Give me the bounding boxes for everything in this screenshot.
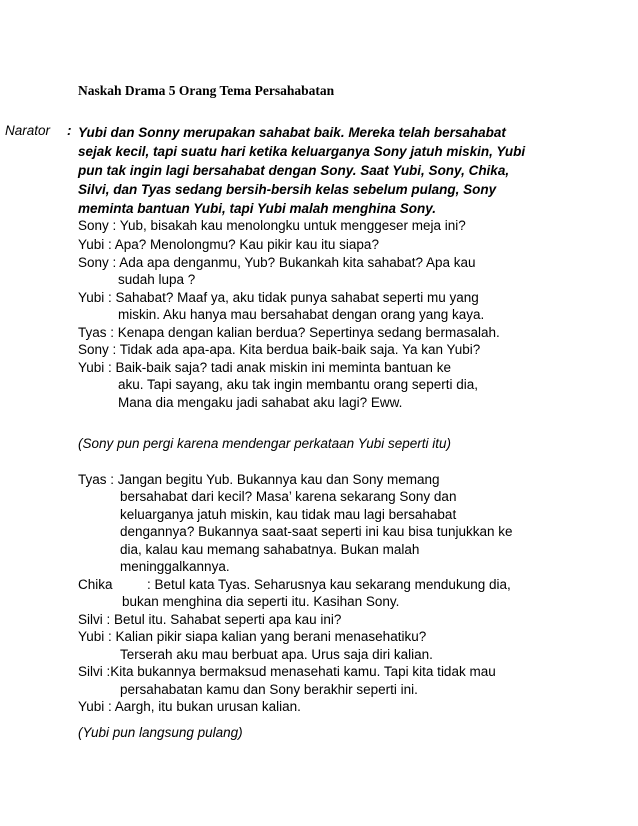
document-title: Naskah Drama 5 Orang Tema Persahabatan xyxy=(78,83,335,98)
dialogue-line: Tyas : Kenapa dengan kalian berdua? Sepertinya sedang bermasalah. xyxy=(78,325,500,340)
dialogue-line: bukan menghina dia seperti itu. Kasihan Sony. xyxy=(122,594,400,609)
dialogue-line: bersahabat dari kecil? Masa’ karena sekarang Sony dan xyxy=(120,489,457,504)
dialogue-line: Terserah aku mau berbuat apa. Urus saja diri kalian. xyxy=(120,647,433,662)
dialogue-line: keluarganya jatuh miskin, kau tidak mau lagi bersahabat xyxy=(120,507,457,522)
dialogue-line: sudah lupa ? xyxy=(118,272,196,287)
dialogue-line: Yubi : Kalian pikir siapa kalian yang berani menasehatiku? xyxy=(78,629,427,644)
narrator-line: sejak kecil, tapi suatu hari ketika keluarganya Sony jatuh miskin, Yubi xyxy=(78,144,526,159)
stage-direction-2: (Yubi pun langsung pulang) xyxy=(78,725,243,740)
dialogue-line: Mana dia mengaku jadi sahabat aku lagi? Eww. xyxy=(118,395,403,410)
dialogue-line: Sony : Yub, bisakah kau menolongku untuk menggeser meja ini? xyxy=(78,218,466,233)
dialogue-line: dia, kalau kau memang sahabatnya. Bukan malah xyxy=(120,542,420,557)
narrator-line: Yubi dan Sonny merupakan sahabat baik. Mereka telah bersahabat xyxy=(78,125,506,140)
dialogue-line: : Betul kata Tyas. Seharusnya kau sekarang mendukung dia, xyxy=(147,577,511,592)
stage-direction-1: (Sony pun pergi karena mendengar perkataan Yubi seperti itu) xyxy=(78,436,451,451)
dialogue-line: Yubi : Apa? Menolongmu? Kau pikir kau itu siapa? xyxy=(78,237,379,252)
dialogue-line: Yubi : Sahabat? Maaf ya, aku tidak punya sahabat seperti mu yang xyxy=(78,290,479,305)
dialogue-line: Yubi : Baik-baik saja? tadi anak miskin ini meminta bantuan ke xyxy=(78,360,451,375)
narrator-text xyxy=(78,123,638,218)
dialogue-line: Yubi : Aargh, itu bukan urusan kalian. xyxy=(78,699,301,714)
dialogue-line: meninggalkannya. xyxy=(120,559,230,574)
narrator-label: Narator xyxy=(5,123,51,138)
dialogue-line: Sony : Ada apa denganmu, Yub? Bukankah kita sahabat? Apa kau xyxy=(78,255,476,270)
dialogue-line: Silvi :Kita bukannya bermaksud menasehati kamu. Tapi kita tidak mau xyxy=(78,664,496,679)
dialogue-line: aku. Tapi sayang, aku tak ingin membantu orang seperti dia, xyxy=(118,377,478,392)
dialogue-line: Silvi : Betul itu. Sahabat seperti apa kau ini? xyxy=(78,612,342,627)
dialogue-line: Sony : Tidak ada apa-apa. Kita berdua baik-baik saja. Ya kan Yubi? xyxy=(78,342,481,357)
narrator-line: Silvi, dan Tyas sedang bersih-bersih kelas sebelum pulang, Sony xyxy=(78,182,497,197)
dialogue-line: dengannya? Bukannya saat-saat seperti ini kau bisa tunjukkan ke xyxy=(120,524,513,539)
narrator-line: pun tak ingin lagi bersahabat dengan Sony. Saat Yubi, Sony, Chika, xyxy=(78,163,510,178)
dialogue-line: miskin. Aku hanya mau bersahabat dengan orang yang kaya. xyxy=(118,307,485,322)
speaker-name: Chika xyxy=(78,577,113,592)
narrator-colon: : xyxy=(67,123,72,138)
narrator-line: meminta bantuan Yubi, tapi Yubi malah menghina Sony. xyxy=(78,201,437,216)
dialogue-line: persahabatan kamu dan Sony berakhir seperti ini. xyxy=(120,682,418,697)
dialogue-line: Tyas : Jangan begitu Yub. Bukannya kau dan Sony memang xyxy=(78,472,440,487)
